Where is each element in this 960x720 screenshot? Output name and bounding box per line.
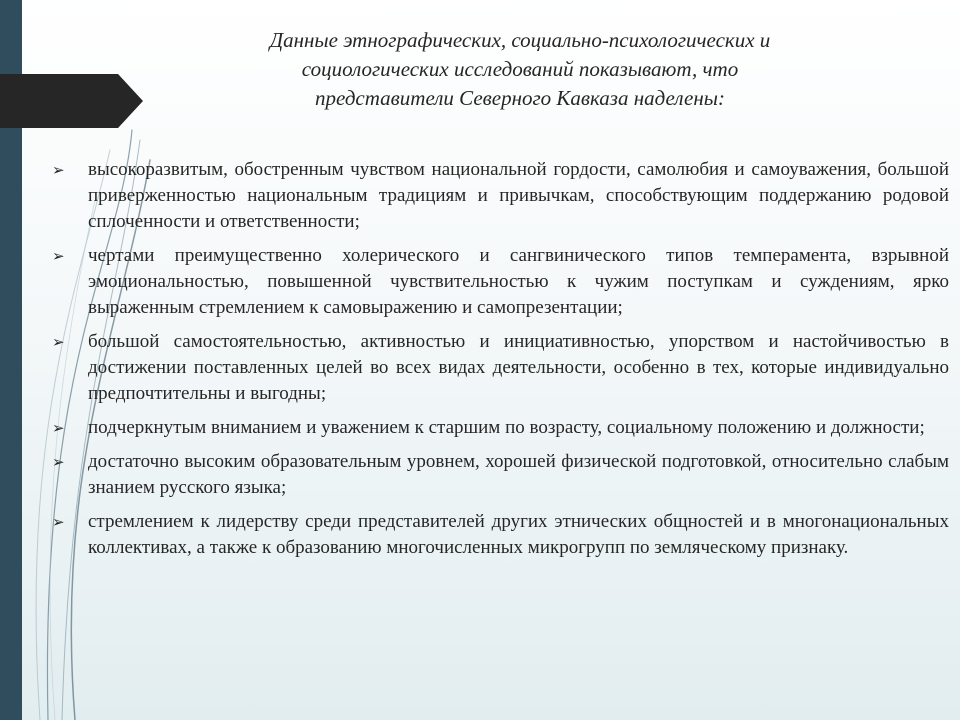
heading-line: представители Северного Кавказа наделены: xyxy=(315,86,725,110)
list-item-text: чертами преимущественно холерического и сангвинического типов темперамента, взрывной эмоциональностью, повышенной чувствительностью к чужим поступкам и суждениям, ярко выраженным стремлением к самовыражению и самопрезентации; xyxy=(88,245,949,318)
heading-line: социологических исследований показывают, что xyxy=(301,57,739,81)
list-item xyxy=(52,415,949,441)
arrow-bullet-icon: ➢ xyxy=(52,247,65,265)
list-item xyxy=(52,243,949,321)
slide-heading xyxy=(190,26,850,113)
list-item xyxy=(52,509,949,561)
list-item xyxy=(52,449,949,501)
heading-line: Данные этнографических, социально-психологических и xyxy=(269,28,771,52)
list-item xyxy=(52,329,949,407)
list-item-text: стремлением к лидерству среди представителей других этнических общностей и в многонациональных коллективах, а также к образованию многочисленных микрогрупп по земляческому признаку. xyxy=(88,511,949,558)
arrow-bullet-icon: ➢ xyxy=(52,333,65,351)
list-item-text: высокоразвитым, обостренным чувством национальной гордости, самолюбия и самоуважения, большой приверженностью национальным традициям и привычкам, способствующим поддержанию родовой сплоченности и ответственности; xyxy=(88,159,949,232)
title-tab-arrow xyxy=(0,74,143,128)
list-item-text: большой самостоятельностью, активностью и инициативностью, упорством и настойчивостью в достижении поставленных целей во всех видах деятельности, особенно в тех, которые индивидуально предпочтительны и выгодны; xyxy=(88,331,949,404)
arrow-bullet-icon: ➢ xyxy=(52,453,65,471)
arrow-bullet-icon: ➢ xyxy=(52,513,65,531)
list-item xyxy=(52,157,949,235)
list-item-text: достаточно высоким образовательным уровнем, хорошей физической подготовкой, относительно слабым знанием русского языка; xyxy=(88,451,949,498)
list-item-text: подчеркнутым вниманием и уважением к старшим по возрасту, социальному положению и должности; xyxy=(88,417,925,438)
arrow-bullet-icon: ➢ xyxy=(52,419,65,437)
arrow-bullet-icon: ➢ xyxy=(52,161,65,179)
characteristics-list xyxy=(52,157,949,569)
